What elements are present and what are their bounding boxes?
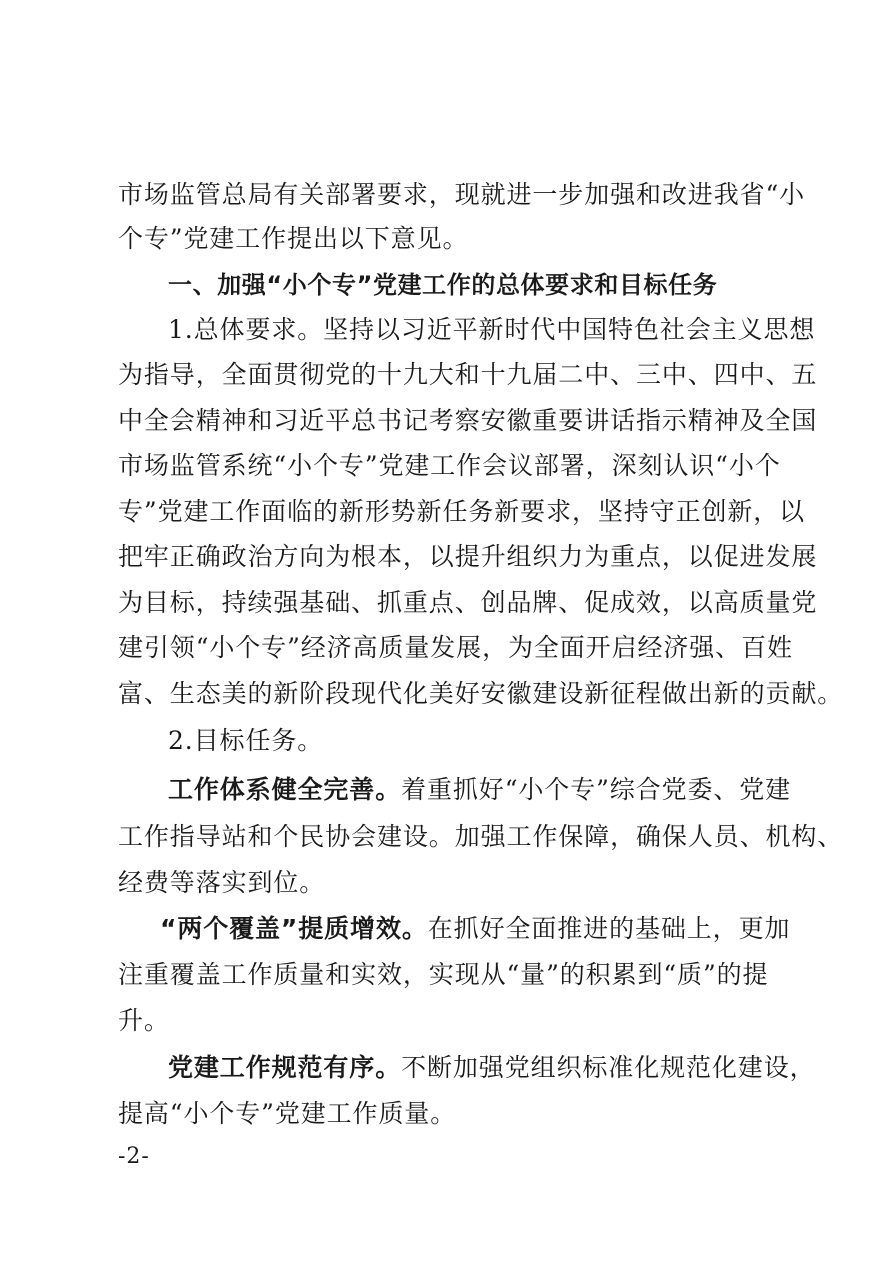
bold-lead: 党建工作规范有序。 xyxy=(168,1053,402,1082)
section-heading: 一、加强“小个专”党建工作的总体要求和目标任务 xyxy=(168,271,718,299)
body-line: 专”党建工作面临的新形势新任务新要求，坚持守正创新，以 xyxy=(118,497,806,526)
body-line: 市场监管系统“小个专”党建工作会议部署，深刻认识“小个 xyxy=(118,451,781,480)
body-line: 经费等落实到位。 xyxy=(118,868,326,897)
body-line: 中全会精神和习近平总书记考察安徽重要讲话指示精神及全国 xyxy=(118,406,818,435)
body-text: 不断加强党组织标准化规范化建设， xyxy=(401,1053,816,1082)
body-line: 工作指导站和个民协会建设。加强工作保障，确保人员、机构、 xyxy=(118,822,844,851)
body-line: 为指导，全面贯彻党的十九大和十九届二中、三中、四中、五 xyxy=(118,360,818,389)
subsection-line xyxy=(168,773,791,807)
body-line: 把牢正确政治方向为根本，以提升组织力为重点，以促进发展 xyxy=(118,542,818,571)
body-line: 2.目标任务。 xyxy=(168,726,324,755)
body-line: 市场监管总局有关部署要求，现就进一步加强和改进我省“小 xyxy=(118,180,806,209)
subsection-line xyxy=(168,1051,816,1085)
body-line: 为目标，持续强基础、抓重点、创品牌、促成效，以高质量党 xyxy=(118,588,818,617)
bold-lead: 工作体系健全完善。 xyxy=(168,775,402,804)
body-text: 在抓好全面推进的基础上，更加 xyxy=(427,914,791,943)
page-number: -2- xyxy=(118,1144,150,1169)
subsection-line xyxy=(160,912,790,946)
body-line: 提高“小个专”党建工作质量。 xyxy=(118,1099,457,1128)
body-line: 1.总体要求。坚持以习近平新时代中国特色社会主义思想 xyxy=(168,315,816,344)
body-line: 富、生态美的新阶段现代化美好安徽建设新征程做出新的贡献。 xyxy=(118,679,844,708)
bold-lead: “两个覆盖”提质增效。 xyxy=(160,914,428,943)
body-line: 升。 xyxy=(118,1006,170,1035)
body-text: 着重抓好“小个专”综合党委、党建 xyxy=(401,775,792,804)
body-line: 个专”党建工作提出以下意见。 xyxy=(118,224,469,253)
body-line: 建引领“小个专”经济高质量发展，为全面开启经济强、百姓 xyxy=(118,633,793,662)
body-line: 注重覆盖工作质量和实效，实现从“量”的积累到“质”的提 xyxy=(118,960,769,989)
